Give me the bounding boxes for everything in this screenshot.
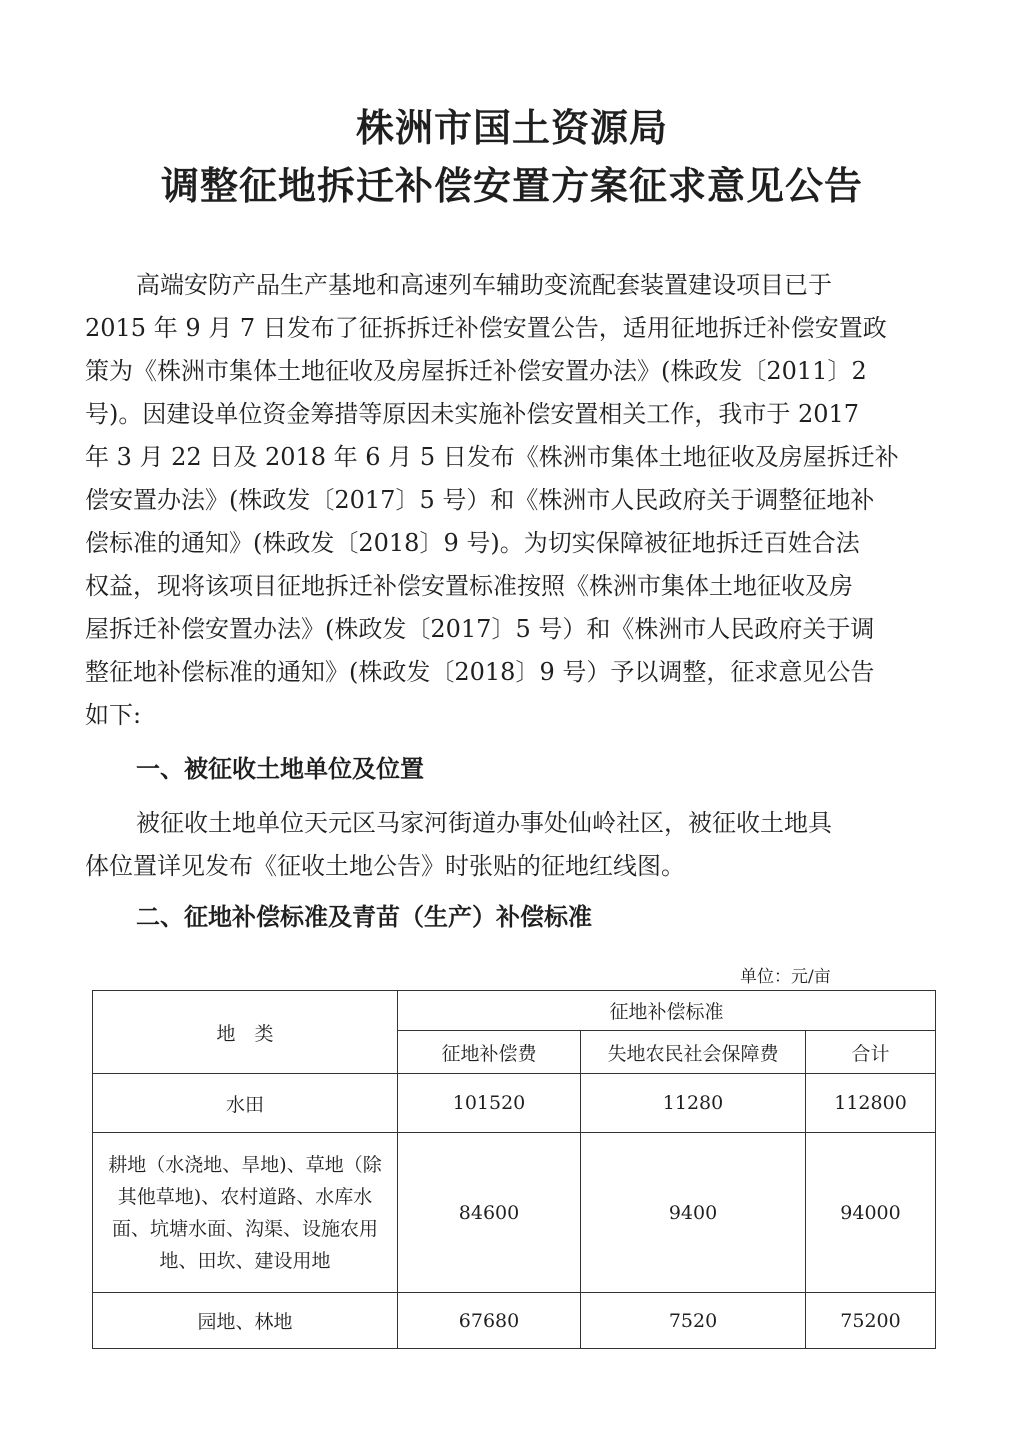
value-cell: 84600: [398, 1133, 581, 1293]
value-cell: 7520: [581, 1293, 806, 1349]
compensation-table: [92, 990, 936, 1349]
land-type-line: 地、田坎、建设用地: [159, 1249, 331, 1272]
land-type-cell: 园地、林地: [93, 1293, 398, 1349]
intro-line: 如下:: [85, 701, 142, 729]
intro-line: 2015 年 9 月 7 日发布了征拆拆迁补偿安置公告，适用征地拆迁补偿安置政: [85, 314, 887, 342]
section-heading: 一、被征收土地单位及位置: [136, 754, 424, 783]
value-cell: 67680: [398, 1293, 581, 1349]
document-title-line1: 株洲市国土资源局: [355, 105, 668, 150]
section-heading: 二、征地补偿标准及青苗（生产）补偿标准: [136, 902, 592, 931]
column-header: 合计: [806, 1031, 936, 1074]
land-type-cell: 水田: [93, 1074, 398, 1133]
intro-line: 整征地补偿标准的通知》(株政发〔2018〕9 号）予以调整，征求意见公告: [85, 658, 875, 686]
value-cell: 112800: [806, 1074, 936, 1133]
intro-line: 高端安防产品生产基地和高速列车辅助变流配套装置建设项目已于: [136, 271, 832, 299]
intro-line: 策为《株洲市集体土地征收及房屋拆迁补偿安置办法》(株政发〔2011〕2: [85, 357, 867, 385]
land-type-line: 面、坑塘水面、沟渠、设施农用: [111, 1217, 378, 1240]
land-type-cell: [93, 1133, 398, 1293]
column-header: 征地补偿费: [398, 1031, 581, 1074]
table-row: [93, 1133, 936, 1293]
intro-line: 年 3 月 22 日及 2018 年 6 月 5 日发布《株洲市集体土地征收及房屋拆迁补: [85, 443, 899, 471]
intro-line: 号)。因建设单位资金筹措等原因未实施补偿安置相关工作，我市于 2017: [85, 400, 860, 428]
table-unit-label: 单位：元/亩: [740, 967, 831, 987]
value-cell: 9400: [581, 1133, 806, 1293]
value-cell: 11280: [581, 1074, 806, 1133]
land-type-line: 其他草地)、农村道路、水库水: [117, 1185, 373, 1208]
intro-line: 偿安置办法》(株政发〔2017〕5 号）和《株洲市人民政府关于调整征地补: [85, 486, 875, 514]
intro-line: 权益，现将该项目征地拆迁补偿安置标准按照《株洲市集体土地征收及房: [85, 572, 853, 600]
land-type-line: 耕地（水浇地、旱地)、草地（除: [108, 1153, 382, 1176]
document-title-line2: 调整征地拆迁补偿安置方案征求意见公告: [160, 163, 863, 208]
section1-line: 体位置详见发布《征收土地公告》时张贴的征地红线图。: [85, 852, 685, 880]
land-type-header: 地 类: [93, 991, 398, 1074]
group-header: 征地补偿标准: [398, 991, 936, 1031]
intro-line: 屋拆迁补偿安置办法》(株政发〔2017〕5 号）和《株洲市人民政府关于调: [85, 615, 875, 643]
intro-line: 偿标准的通知》(株政发〔2018〕9 号)。为切实保障被征地拆迁百姓合法: [85, 529, 860, 557]
value-cell: 75200: [806, 1293, 936, 1349]
value-cell: 101520: [398, 1074, 581, 1133]
table-row: [93, 1293, 936, 1349]
column-header: 失地农民社会保障费: [581, 1031, 806, 1074]
section1-line: 被征收土地单位天元区马家河街道办事处仙岭社区，被征收土地具: [136, 809, 832, 837]
table-header-row: [93, 991, 936, 1031]
table-row: [93, 1074, 936, 1133]
value-cell: 94000: [806, 1133, 936, 1293]
